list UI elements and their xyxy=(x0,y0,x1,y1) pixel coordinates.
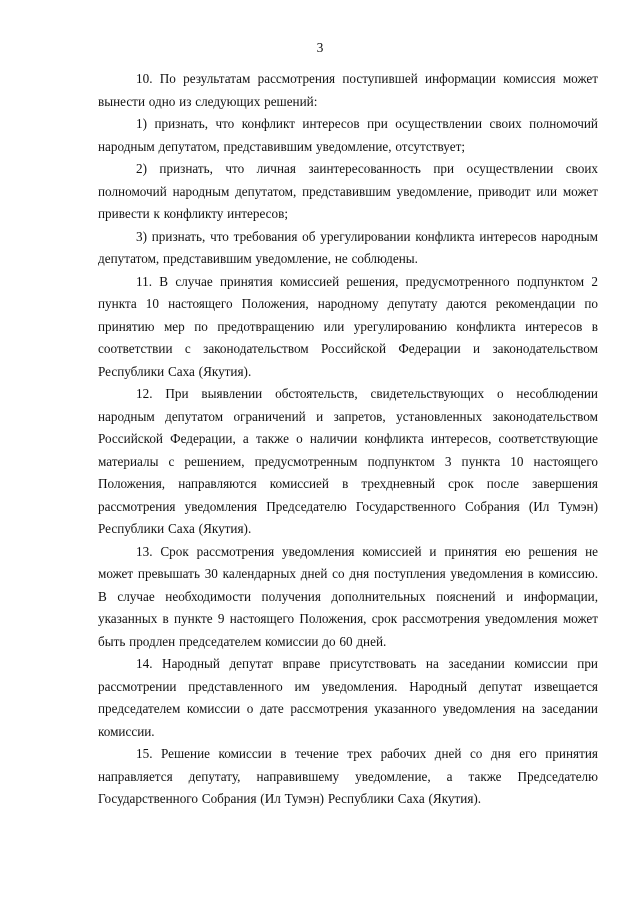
paragraph-10-item-2: 2) признать, что личная заинтересованность при осуществлении своих полномочий народным депутатом, представившим уведомление, приводит или может привести к конфликту интересов; xyxy=(98,161,598,221)
paragraph-11: 11. В случае принятия комиссией решения, предусмотренного подпунктом 2 пункта 10 настоящего Положения, народному депутату даются рекомендации по принятию мер по предотвращению или урегулированию конфликта интересов в соответствии с законодательством Российской Федерации и законодательством Республики Саха (Якутия). xyxy=(98,273,598,379)
paragraph-12: 12. При выявлении обстоятельств, свидетельствующих о несоблюдении народным депутатом ограничений и запретов, установленных законодательством Российской Федерации, а также о наличии конфликта интересов, соответствующие материалы с решением, предусмотренным подпунктом 3 пункта 10 настоящего Положения, направляются комиссией в трехдневный срок после завершения рассмотрения уведомления Председателю Государственного Собрания (Ил Тумэн) Республики Саха (Якутия). xyxy=(98,386,598,536)
paragraph-10-item-3: 3) признать, что требования об урегулировании конфликта интересов народным депутатом, представившим уведомление, не соблюдены. xyxy=(98,228,598,266)
paragraph-10: 10. По результатам рассмотрения поступившей информации комиссия может вынести одно из следующих решений: xyxy=(98,71,598,109)
paragraph-10-item-1: 1) признать, что конфликт интересов при осуществлении своих полномочий народным депутатом, представившим уведомление, отсутствует; xyxy=(98,116,598,154)
page-number: 3 xyxy=(316,40,324,55)
document-body xyxy=(98,68,598,811)
paragraph-14: 14. Народный депутат вправе присутствовать на заседании комиссии при рассмотрении представленного им уведомления. Народный депутат извещается председателем комиссии о дате рассмотрения указанного уведомления на заседании комиссии. xyxy=(98,656,598,739)
paragraph-15: 15. Решение комиссии в течение трех рабочих дней со дня его принятия направляется депутату, направившему уведомление, а также Председателю Государственного Собрания (Ил Тумэн) Республики Саха (Якутия). xyxy=(98,746,598,806)
paragraph-13: 13. Срок рассмотрения уведомления комиссией и принятия ею решения не может превышать 30 календарных дней со дня поступления уведомления в комиссию. В случае необходимости получения дополнительных пояснений и информации, указанных в пункте 9 настоящего Положения, срок рассмотрения уведомления может быть продлен председателем комиссии до 60 дней. xyxy=(98,543,598,649)
